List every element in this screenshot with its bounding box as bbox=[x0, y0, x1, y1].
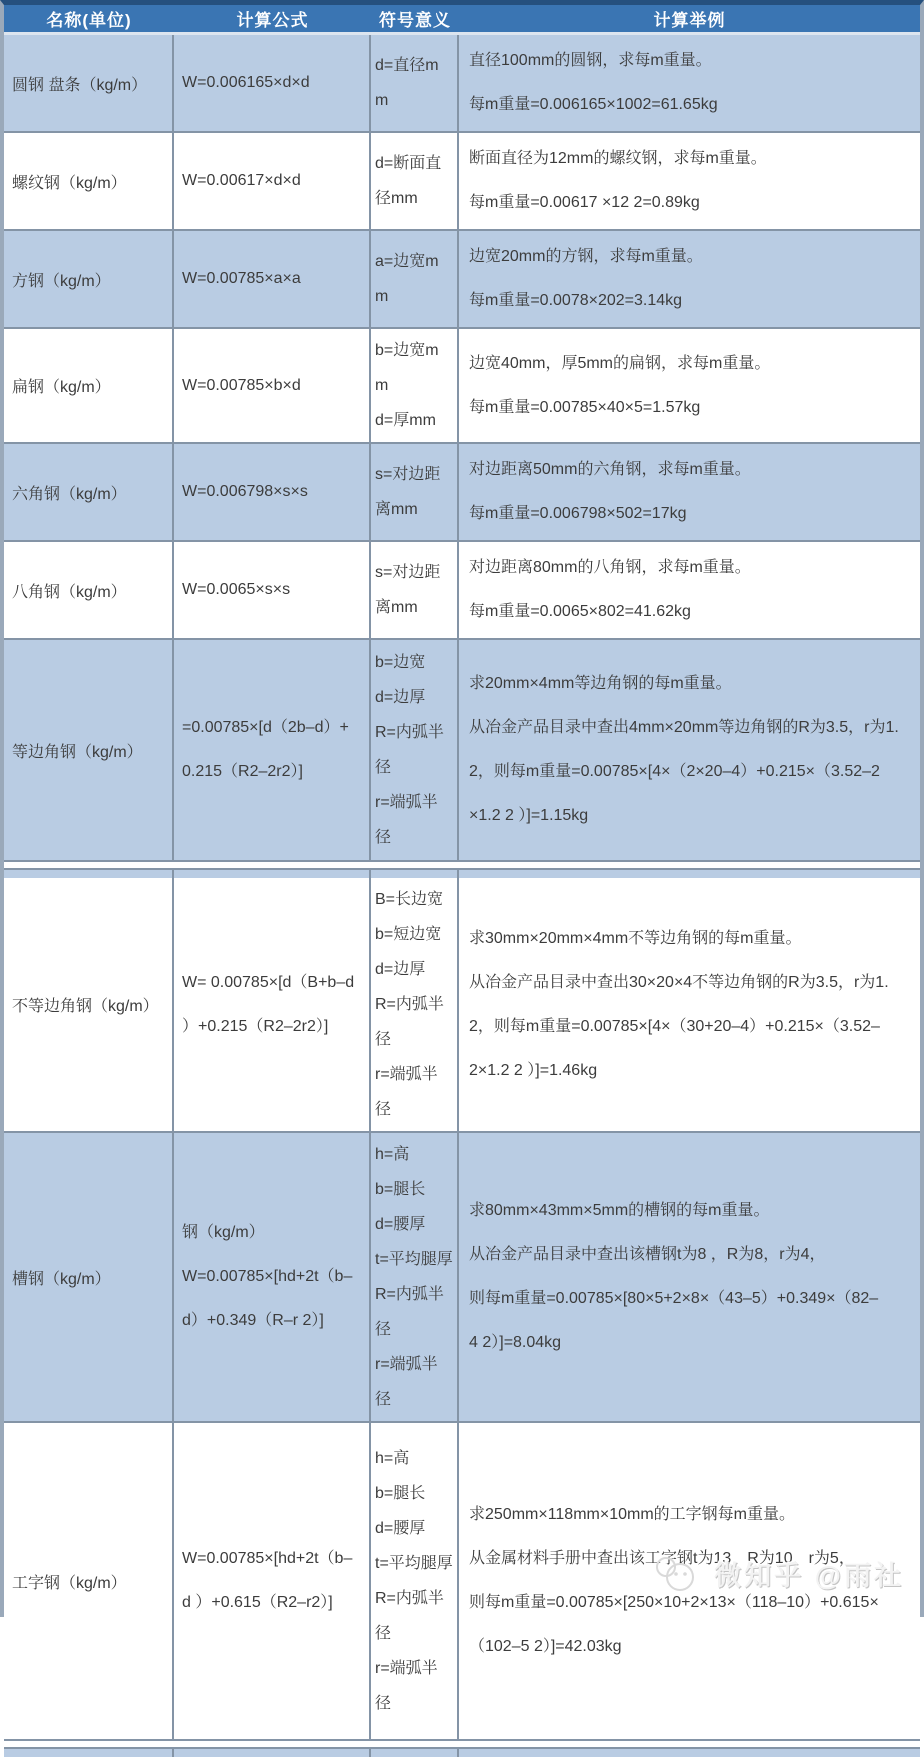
formula-cell-line: d ）+0.615（R2–r2）] bbox=[182, 1594, 333, 1611]
symbols-cell-line: r=端弧半 bbox=[375, 1066, 438, 1083]
example-cell-line: 从金属材料手册中查出该工字钢t为13，R为10，r为5， bbox=[469, 1550, 855, 1567]
name-cell bbox=[4, 542, 174, 638]
symbols-cell-line: R=内弧半 bbox=[375, 996, 444, 1013]
table-row bbox=[4, 878, 920, 1133]
name-cell bbox=[4, 1423, 174, 1739]
watermark-text: 微知乎 @雨社 bbox=[714, 1560, 904, 1591]
formula-cell-line: W=0.00617×d×d bbox=[182, 172, 301, 189]
symbols-cell-line: R=内弧半 bbox=[375, 724, 444, 741]
formula-cell bbox=[174, 1423, 371, 1739]
name-cell-line: 不等边角钢（kg/m） bbox=[12, 998, 159, 1015]
formula-cell bbox=[174, 329, 371, 442]
symbols-cell bbox=[371, 35, 459, 131]
table-row bbox=[4, 133, 920, 231]
formula-cell-line: 0.215（R2–2r2）] bbox=[182, 763, 303, 780]
row-cutoff-strip-cell bbox=[371, 868, 459, 878]
formula-cell-line: W=0.006798×s×s bbox=[182, 483, 308, 500]
formula-cell-line: W=0.00785×[hd+2t（b– bbox=[182, 1268, 353, 1285]
name-cell bbox=[4, 1133, 174, 1421]
example-cell-line: 则每m重量=0.00785×[80×5+2×8×（43–5）+0.349×（82– bbox=[469, 1290, 879, 1307]
name-cell-line: 六角钢（kg/m） bbox=[12, 485, 127, 503]
formula-cell bbox=[174, 231, 371, 327]
example-cell-line: 从冶金产品目录中查出30×20×4不等边角钢的R为3.5，r为1. bbox=[469, 973, 889, 991]
name-cell bbox=[4, 231, 174, 327]
row-cutoff-strip bbox=[4, 1747, 920, 1757]
row-cutoff-strip-cell bbox=[4, 1747, 174, 1757]
example-cell-line: 求250mm×118mm×10mm的工字钢每m重量。 bbox=[469, 1506, 795, 1523]
symbols-cell-line: 径 bbox=[375, 759, 392, 776]
example-cell-line: 每m重量=0.0065×802=41.62kg bbox=[469, 603, 691, 620]
symbols-cell bbox=[371, 231, 459, 327]
example-cell-line: 从冶金产品目录中查出4mm×20mm等边角钢的R为3.5，r为1. bbox=[469, 719, 899, 736]
example-cell-line: 边宽40mm，厚5mm的扁钢，求每m重量。 bbox=[469, 354, 771, 372]
formula-cell bbox=[174, 878, 371, 1131]
symbols-cell-line: 径 bbox=[375, 1321, 392, 1338]
formula-cell bbox=[174, 1133, 371, 1421]
name-cell bbox=[4, 329, 174, 442]
row-cutoff-strip-cell bbox=[459, 868, 920, 878]
symbols-cell-line: d=直径m bbox=[375, 57, 439, 74]
symbols-cell-line: m bbox=[375, 92, 389, 109]
symbols-cell-line: m bbox=[375, 377, 389, 394]
example-cell-line: 每m重量=0.0078×202=3.14kg bbox=[469, 292, 683, 309]
name-cell-line: 八角钢（kg/m） bbox=[12, 583, 127, 601]
table-row bbox=[4, 35, 920, 133]
symbols-cell-line: h=高 bbox=[375, 1146, 410, 1163]
name-cell-line: 工字钢（kg/m） bbox=[12, 1574, 127, 1592]
formula-cell-line: ）+0.215（R2–2r2）] bbox=[182, 1017, 329, 1035]
symbols-cell bbox=[371, 1133, 459, 1421]
symbols-cell-line: s=对边距 bbox=[375, 466, 441, 483]
symbols-cell-line: s=对边距 bbox=[375, 564, 441, 581]
name-cell-line: 圆钢 盘条（kg/m） bbox=[12, 76, 148, 94]
table-row bbox=[4, 231, 920, 329]
formula-cell-line: =0.00785×[d（2b–d）+ bbox=[182, 719, 349, 736]
symbols-cell bbox=[371, 444, 459, 540]
example-cell bbox=[459, 35, 920, 131]
symbols-cell-line: b=腿长 bbox=[375, 1181, 426, 1198]
symbols-cell-line: 径mm bbox=[375, 190, 418, 207]
header-name-column: 名称(单位) bbox=[46, 11, 132, 30]
formula-cell bbox=[174, 35, 371, 131]
example-cell-line: 边宽20mm的方钢，求每m重量。 bbox=[469, 248, 703, 265]
example-cell bbox=[459, 133, 920, 229]
symbols-cell-line: 径 bbox=[375, 1695, 392, 1712]
symbols-cell-line: r=端弧半 bbox=[375, 1660, 438, 1677]
name-cell bbox=[4, 35, 174, 131]
name-cell bbox=[4, 878, 174, 1131]
symbols-cell-line: d=厚mm bbox=[375, 412, 436, 429]
example-cell bbox=[459, 878, 920, 1131]
example-cell bbox=[459, 444, 920, 540]
symbols-cell-line: d=边厚 bbox=[375, 961, 426, 978]
example-cell-line: 4 2）]=8.04kg bbox=[469, 1334, 562, 1351]
name-cell-line: 扁钢（kg/m） bbox=[12, 379, 111, 396]
formula-cell bbox=[174, 133, 371, 229]
name-cell bbox=[4, 640, 174, 860]
example-cell bbox=[459, 640, 920, 860]
symbols-cell-line: d=断面直 bbox=[375, 155, 442, 172]
symbols-cell-line: b=边宽 bbox=[375, 654, 426, 671]
table-row bbox=[4, 542, 920, 640]
example-cell-line: （102–5 2）]=42.03kg bbox=[469, 1638, 622, 1655]
symbols-cell-line: t=平均腿厚 bbox=[375, 1251, 453, 1268]
example-cell-line: 直径100mm的圆钢，求每m重量。 bbox=[469, 52, 712, 69]
name-cell bbox=[4, 133, 174, 229]
row-cutoff-strip-cell bbox=[459, 1747, 920, 1757]
name-cell-line: 槽钢（kg/m） bbox=[12, 1270, 111, 1288]
row-cutoff-strip bbox=[4, 868, 920, 878]
symbols-cell bbox=[371, 1423, 459, 1739]
table-header-row bbox=[4, 5, 920, 35]
symbols-cell-line: 径 bbox=[375, 1101, 392, 1118]
table-row bbox=[4, 1133, 920, 1423]
example-cell-line: 则每m重量=0.00785×[250×10+2×13×（118–10）+0.615× bbox=[469, 1594, 879, 1611]
example-cell-line: 2，则每m重量=0.00785×[4×（30+20–4）+0.215×（3.52– bbox=[469, 1017, 880, 1035]
row-cutoff-strip-cell bbox=[4, 868, 174, 878]
symbols-cell-line: 径 bbox=[375, 829, 392, 846]
formula-cell-line: W=0.00785×a×a bbox=[182, 270, 301, 287]
symbols-cell-line: d=腰厚 bbox=[375, 1520, 426, 1537]
symbols-cell-line: 离mm bbox=[375, 599, 418, 616]
example-cell-line: 对边距离80mm的八角钢，求每m重量。 bbox=[469, 559, 751, 576]
symbols-cell-line: b=边宽m bbox=[375, 342, 439, 359]
example-cell-line: 求20mm×4mm等边角钢的每m重量。 bbox=[469, 675, 732, 692]
symbols-cell bbox=[371, 329, 459, 442]
name-cell-line: 螺纹钢（kg/m） bbox=[12, 174, 127, 192]
symbols-cell-line: d=腰厚 bbox=[375, 1216, 426, 1233]
symbols-cell-line: a=边宽m bbox=[375, 253, 439, 270]
symbols-cell-line: b=腿长 bbox=[375, 1485, 426, 1502]
table-row bbox=[4, 640, 920, 862]
example-cell-line: 求30mm×20mm×4mm不等边角钢的每m重量。 bbox=[469, 929, 802, 947]
example-cell-line: 每m重量=0.006165×1002=61.65kg bbox=[469, 96, 718, 113]
formula-cell-line: W=0.006165×d×d bbox=[182, 74, 310, 91]
example-cell bbox=[459, 1133, 920, 1421]
header-symbols-column: 符号意义 bbox=[379, 11, 451, 30]
example-cell bbox=[459, 329, 920, 442]
example-cell-line: 每m重量=0.00617 ×12 2=0.89kg bbox=[469, 194, 700, 211]
header-example-column: 计算举例 bbox=[653, 11, 726, 30]
symbols-cell-line: r=端弧半 bbox=[375, 794, 438, 811]
name-cell-line: 等边角钢（kg/m） bbox=[12, 743, 143, 761]
example-cell bbox=[459, 231, 920, 327]
symbols-cell-line: R=内弧半 bbox=[375, 1590, 444, 1607]
example-cell-line: 每m重量=0.006798×502=17kg bbox=[469, 505, 687, 522]
formula-cell bbox=[174, 640, 371, 860]
symbols-cell bbox=[371, 640, 459, 860]
formula-cell-line: W= 0.00785×[d（B+b–d bbox=[182, 973, 355, 991]
symbols-cell-line: t=平均腿厚 bbox=[375, 1555, 453, 1572]
header-formula-column: 计算公式 bbox=[236, 11, 309, 30]
symbols-cell-line: R=内弧半 bbox=[375, 1286, 444, 1303]
formula-cell-line: W=0.0065×s×s bbox=[182, 581, 291, 598]
example-cell-line: 求80mm×43mm×5mm的槽钢的每m重量。 bbox=[469, 1202, 770, 1219]
row-cutoff-strip-cell bbox=[371, 1747, 459, 1757]
example-cell-line: 从冶金产品目录中查出该槽钢t为8 ，R为8，r为4， bbox=[469, 1246, 826, 1263]
example-cell-line: 2，则每m重量=0.00785×[4×（2×20–4）+0.215×（3.52–2 bbox=[469, 763, 880, 780]
symbols-cell bbox=[371, 133, 459, 229]
formula-cell-line: 钢（kg/m） bbox=[182, 1224, 265, 1241]
name-cell bbox=[4, 444, 174, 540]
symbols-cell-line: 径 bbox=[375, 1391, 392, 1408]
row-cutoff-strip-cell bbox=[174, 1747, 371, 1757]
example-cell-line: 每m重量=0.00785×40×5=1.57kg bbox=[469, 398, 701, 416]
name-cell-line: 方钢（kg/m） bbox=[12, 272, 111, 290]
table-row bbox=[4, 1423, 920, 1741]
symbols-cell-line: B=长边宽 bbox=[375, 891, 444, 908]
formula-cell bbox=[174, 542, 371, 638]
formula-cell-line: d）+0.349（R–r 2）] bbox=[182, 1312, 324, 1329]
table-row bbox=[4, 444, 920, 542]
symbols-cell-line: h=高 bbox=[375, 1450, 410, 1467]
example-cell bbox=[459, 542, 920, 638]
example-cell-line: 对边距离50mm的六角钢，求每m重量。 bbox=[469, 461, 751, 478]
symbols-cell-line: m bbox=[375, 288, 389, 305]
table-body bbox=[4, 35, 920, 1757]
table-row bbox=[4, 329, 920, 444]
symbols-cell-line: 径 bbox=[375, 1031, 392, 1048]
example-cell bbox=[459, 1423, 920, 1739]
example-cell-line: 断面直径为12mm的螺纹钢，求每m重量。 bbox=[469, 150, 767, 167]
symbols-cell-line: d=边厚 bbox=[375, 689, 426, 706]
symbols-cell-line: r=端弧半 bbox=[375, 1356, 438, 1373]
symbols-cell-line: 径 bbox=[375, 1625, 392, 1642]
formula-cell-line: W=0.00785×b×d bbox=[182, 376, 301, 394]
example-cell-line: 2×1.2 2 ）]=1.46kg bbox=[469, 1061, 598, 1079]
row-cutoff-strip-cell bbox=[174, 868, 371, 878]
symbols-cell-line: 离mm bbox=[375, 501, 418, 518]
symbols-cell-line: b=短边宽 bbox=[375, 926, 442, 943]
formula-cell bbox=[174, 444, 371, 540]
symbols-cell bbox=[371, 878, 459, 1131]
formula-cell-line: W=0.00785×[hd+2t（b– bbox=[182, 1550, 353, 1567]
symbols-cell bbox=[371, 542, 459, 638]
example-cell-line: ×1.2 2 ）]=1.15kg bbox=[469, 807, 589, 824]
